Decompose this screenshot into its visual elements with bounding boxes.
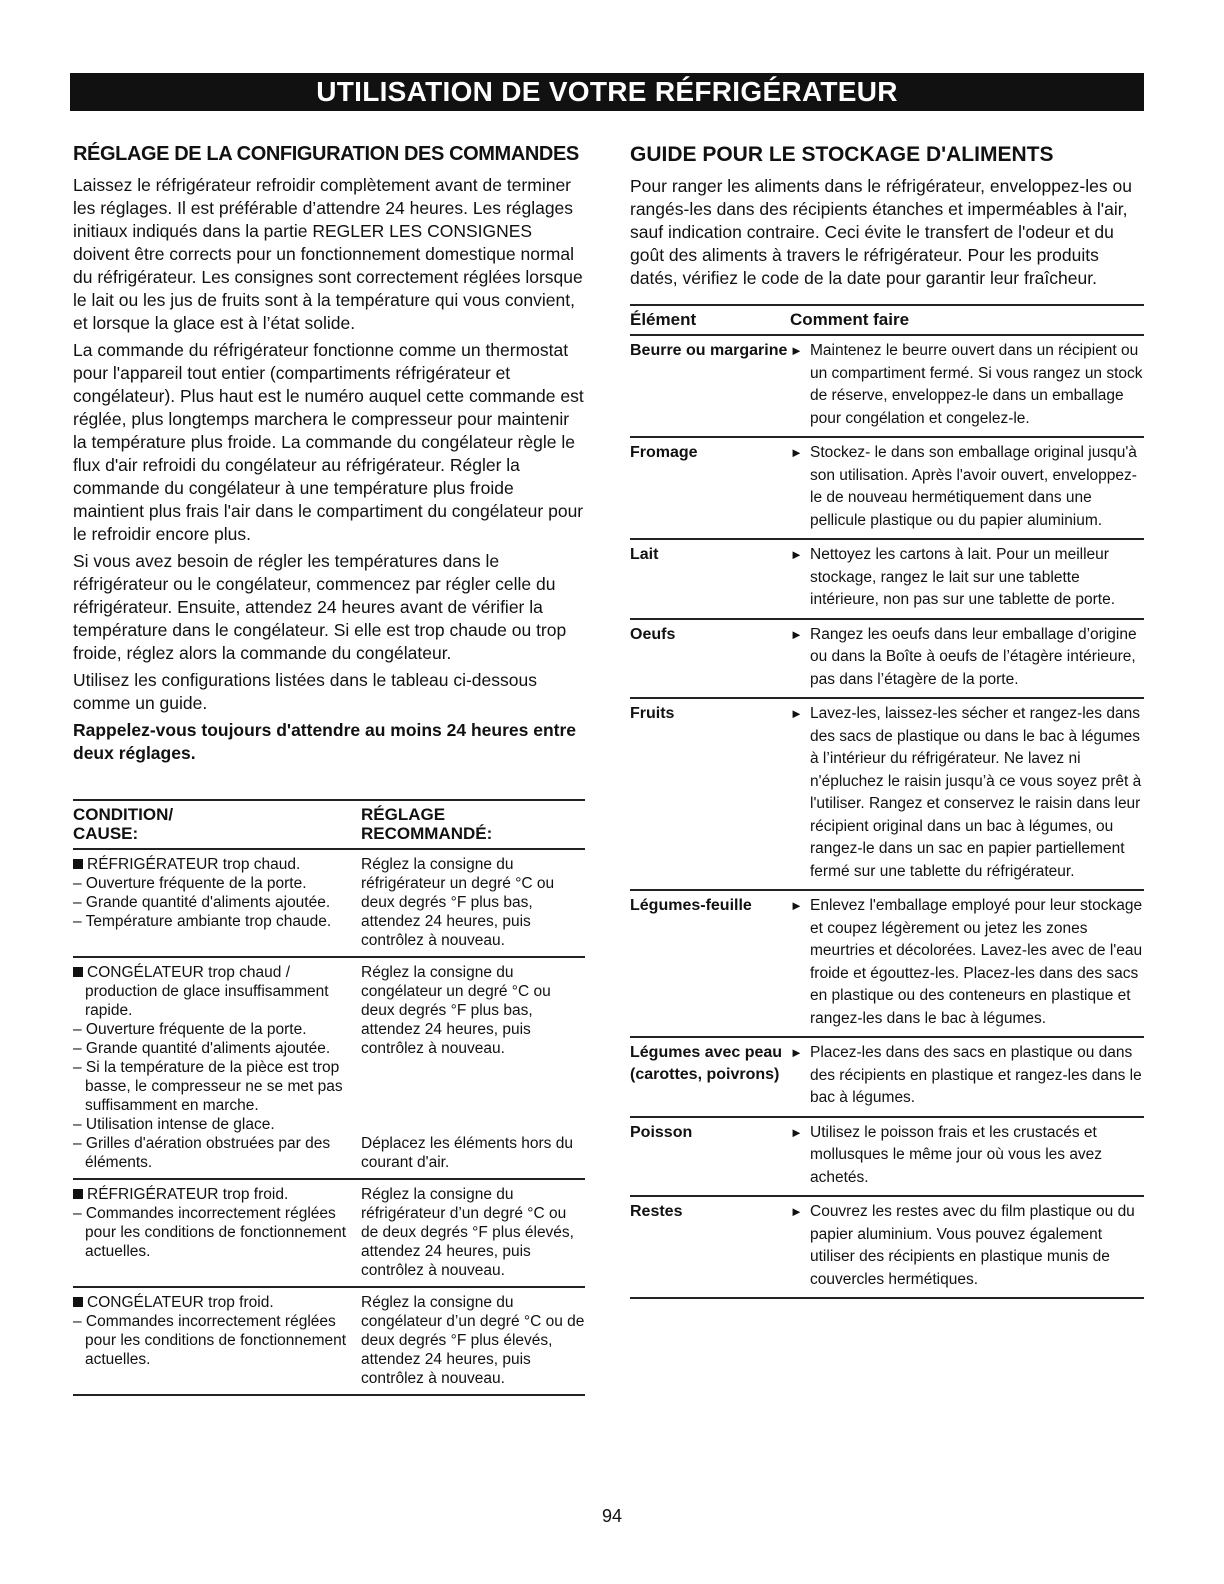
storage-instructions: Utilisez le poisson frais et les crustacés et mollusques le même jour où vous les avez achetés.	[810, 1123, 1103, 1186]
cause-item: – Grande quantité d'aliments ajoutée.	[73, 1040, 331, 1057]
food-item: Lait	[630, 546, 659, 563]
setting-header: RÉGLAGE RECOMMANDÉ:	[361, 805, 493, 843]
how-header: Comment faire	[790, 310, 910, 329]
paragraph: Utilisez les configurations listées dans le tableau ci-dessous comme un guide.	[73, 670, 537, 713]
table-row	[630, 336, 1144, 436]
recommended-setting: Réglez la consigne du congélateur d’un degré °C ou de deux degrés °F plus élevés, attendez 24 heures, puis contrôlez à nouveau.	[361, 1294, 585, 1387]
table-row	[630, 697, 1144, 889]
condition-header: CONDITION/ CAUSE:	[73, 805, 174, 843]
triangle-bullet-icon: ►	[790, 626, 803, 642]
storage-intro: Pour ranger les aliments dans le réfrigérateur, enveloppez-les ou rangés-les dans des récipients étanches et imperméables à l'air, sauf indication contraire. Ceci évite le transfert de l'odeur et du goût des aliments à travers le réfrigérateur. Pour les produits datés, vérifiez le code de la date pour garantir leur fraîcheur.	[630, 176, 1132, 288]
reminder-note: Rappelez-vous toujours d'attendre au moins 24 heures entre deux réglages.	[73, 720, 577, 763]
cause-item: – Grande quantité d'aliments ajoutée.	[73, 894, 331, 911]
food-item: Légumes-feuille	[630, 897, 752, 914]
storage-instructions: Enlevez l'emballage employé pour leur stockage et coupez légèrement ou jetez les zones meurtries et décolorées. Lavez-les avec de l'eau froide et égouttez-les. Placez-les dans des sacs en plastique ou des conteneurs en plastique et rangez-les dans le bac à légumes.	[810, 897, 1143, 1027]
food-item: Oeufs	[630, 625, 676, 643]
square-bullet-icon	[73, 1189, 83, 1199]
triangle-bullet-icon: ►	[790, 1204, 803, 1219]
cause-item: – Commandes incorrectement réglées pour les conditions de fonctionnement actuelles.	[73, 1205, 347, 1260]
food-item: Poisson	[630, 1123, 693, 1141]
table-row	[630, 618, 1144, 698]
paragraph: Laissez le réfrigérateur refroidir complètement avant de terminer les réglages. Il est préférable d’attendre 24 heures. Les réglages initiaux indiqués dans la partie REGLER LES CONSIGNES doivent être corrects pour un fonctionnement domestique normal du réfrigérateur. Les consignes sont correctement réglées lorsque le lait ou les jus de fruits sont à la température qui vous convient, et lorsque la glace est à l’état solide.	[73, 175, 583, 333]
cause-item: – Ouverture fréquente de la porte.	[73, 875, 307, 892]
cause-item: – Température ambiante trop chaude.	[73, 913, 332, 930]
table-row	[73, 1180, 585, 1288]
storage-table-header	[630, 304, 1144, 336]
controls-heading: RÉGLAGE DE LA CONFIGURATION DES COMMANDES	[73, 143, 579, 165]
condition-title: RÉFRIGÉRATEUR trop froid.	[73, 1185, 361, 1204]
triangle-bullet-icon: ►	[790, 898, 803, 913]
table-row	[630, 538, 1144, 618]
table-row	[73, 850, 585, 958]
triangle-bullet-icon: ►	[790, 445, 803, 460]
item-header: Élément	[630, 310, 697, 329]
table-row	[73, 958, 585, 1180]
table-row	[630, 436, 1144, 538]
table-row	[73, 1288, 585, 1396]
recommended-setting: Déplacez les éléments hors du courant d'air.	[361, 1135, 573, 1171]
square-bullet-icon	[73, 1297, 83, 1307]
recommended-setting: Réglez la consigne du réfrigérateur d’un degré °C ou de deux degrés °F plus élevés, attendez 24 heures, puis contrôlez à nouveau.	[361, 1186, 574, 1279]
left-column	[73, 143, 585, 1396]
triangle-bullet-icon: ►	[790, 547, 803, 562]
triangle-bullet-icon: ►	[790, 1045, 803, 1060]
storage-table	[630, 304, 1144, 1299]
food-item: Légumes avec peau (carottes, poivrons)	[630, 1044, 783, 1083]
condition-title: CONGÉLATEUR trop chaud / production de glace insuffisamment rapide.	[73, 963, 361, 1020]
storage-instructions: Couvrez les restes avec du film plastique ou du papier aluminium. Vous pouvez également utiliser des récipients en plastique munis de couvercles hermétiques.	[810, 1203, 1135, 1288]
storage-guide-heading: GUIDE POUR LE STOCKAGE D'ALIMENTS	[630, 143, 1054, 166]
triangle-bullet-icon: ►	[790, 1124, 803, 1140]
cause-item: – Ouverture fréquente de la porte.	[73, 1021, 307, 1038]
right-column	[630, 143, 1144, 1299]
square-bullet-icon	[73, 859, 83, 869]
paragraph: La commande du réfrigérateur fonctionne comme un thermostat pour l'appareil tout entier (compartiments réfrigérateur et congélateur). Plus haut est le numéro auquel cette commande est réglée, plus longtemps marchera le compresseur pour maintenir la température plus froide. La commande du congélateur règle le flux d'air refroidi du congélateur au réfrigérateur. Régler la commande du congélateur à une température plus froide maintient plus frais l'air dans le compartiment du congélateur pour le refroidir encore plus.	[73, 340, 584, 544]
settings-table-header	[73, 801, 585, 850]
table-row	[630, 1195, 1144, 1297]
settings-table	[73, 799, 585, 1396]
food-item: Fruits	[630, 705, 675, 722]
food-item: Restes	[630, 1203, 683, 1220]
storage-instructions: Rangez les oeufs dans leur emballage d’origine ou dans la Boîte à oeufs de l’étagère intérieure, pas dans l’étagère de la porte.	[810, 625, 1137, 688]
square-bullet-icon	[73, 967, 83, 977]
storage-instructions: Nettoyez les cartons à lait. Pour un meilleur stockage, rangez le lait sur une tablette intérieure, non pas sur une tablette de porte.	[810, 546, 1116, 608]
condition-title: CONGÉLATEUR trop froid.	[73, 1293, 361, 1312]
cause-item: – Si la température de la pièce est trop basse, le compresseur ne se met pas suffisamment en marche.	[73, 1059, 343, 1114]
storage-instructions: Placez-les dans des sacs en plastique ou dans des récipients en plastique et rangez-les dans le bac à légumes.	[810, 1044, 1142, 1106]
table-row	[630, 1036, 1144, 1116]
storage-instructions: Stockez- le dans son emballage original jusqu'à son utilisation. Après l'avoir ouvert, enveloppez-le de nouveau hermétiquement dans une pellicule plastique ou du papier aluminium.	[810, 444, 1137, 529]
condition-title: RÉFRIGÉRATEUR trop chaud.	[73, 855, 361, 874]
triangle-bullet-icon: ►	[790, 706, 803, 721]
cause-item: – Utilisation intense de glace.	[73, 1116, 275, 1133]
food-item: Beurre ou margarine	[630, 342, 788, 359]
storage-instructions: Maintenez le beurre ouvert dans un récipient ou un compartiment fermé. Si vous rangez un stock de réserve, enveloppez-le dans un emballage pour congélation et congelez-le.	[810, 342, 1143, 427]
table-row	[630, 889, 1144, 1036]
triangle-bullet-icon: ►	[790, 343, 803, 358]
cause-item: – Commandes incorrectement réglées pour les conditions de fonctionnement actuelles.	[73, 1313, 347, 1368]
storage-instructions: Lavez-les, laissez-les sécher et rangez-les dans des sacs de plastique ou dans le bac à légumes à l’intérieur du réfrigérateur. Ne lavez ni n'épluchez le raisin jusqu’à ce vous soyez prêt à l'utiliser. Rangez et conservez le raisin dans leur récipient original dans un bac à légumes, ou rangez-le dans un sac en papier partiellement fermé sur une tablette du réfrigérateur.	[810, 705, 1142, 880]
recommended-setting: Réglez la consigne du réfrigérateur un degré °C ou deux degrés °F plus bas, attendez 24 heures, puis contrôlez à nouveau.	[361, 856, 555, 949]
page-number: 94	[601, 1506, 623, 1526]
paragraph: Si vous avez besoin de régler les températures dans le réfrigérateur ou le congélateur, commencez par régler celle du réfrigérateur. Ensuite, attendez 24 heures avant de vérifier la température dans le congélateur. Si elle est trop chaude ou trop froide, réglez alors la commande du congélateur.	[73, 551, 567, 663]
page-banner: UTILISATION DE VOTRE RÉFRIGÉRATEUR	[70, 73, 1144, 111]
recommended-setting: Réglez la consigne du congélateur un degré °C ou deux degrés °F plus bas, attendez 24 heures, puis contrôlez à nouveau.	[361, 964, 551, 1057]
food-item: Fromage	[630, 444, 698, 461]
cause-item: – Grilles d'aération obstruées par des éléments.	[73, 1135, 331, 1171]
table-row	[630, 1116, 1144, 1196]
